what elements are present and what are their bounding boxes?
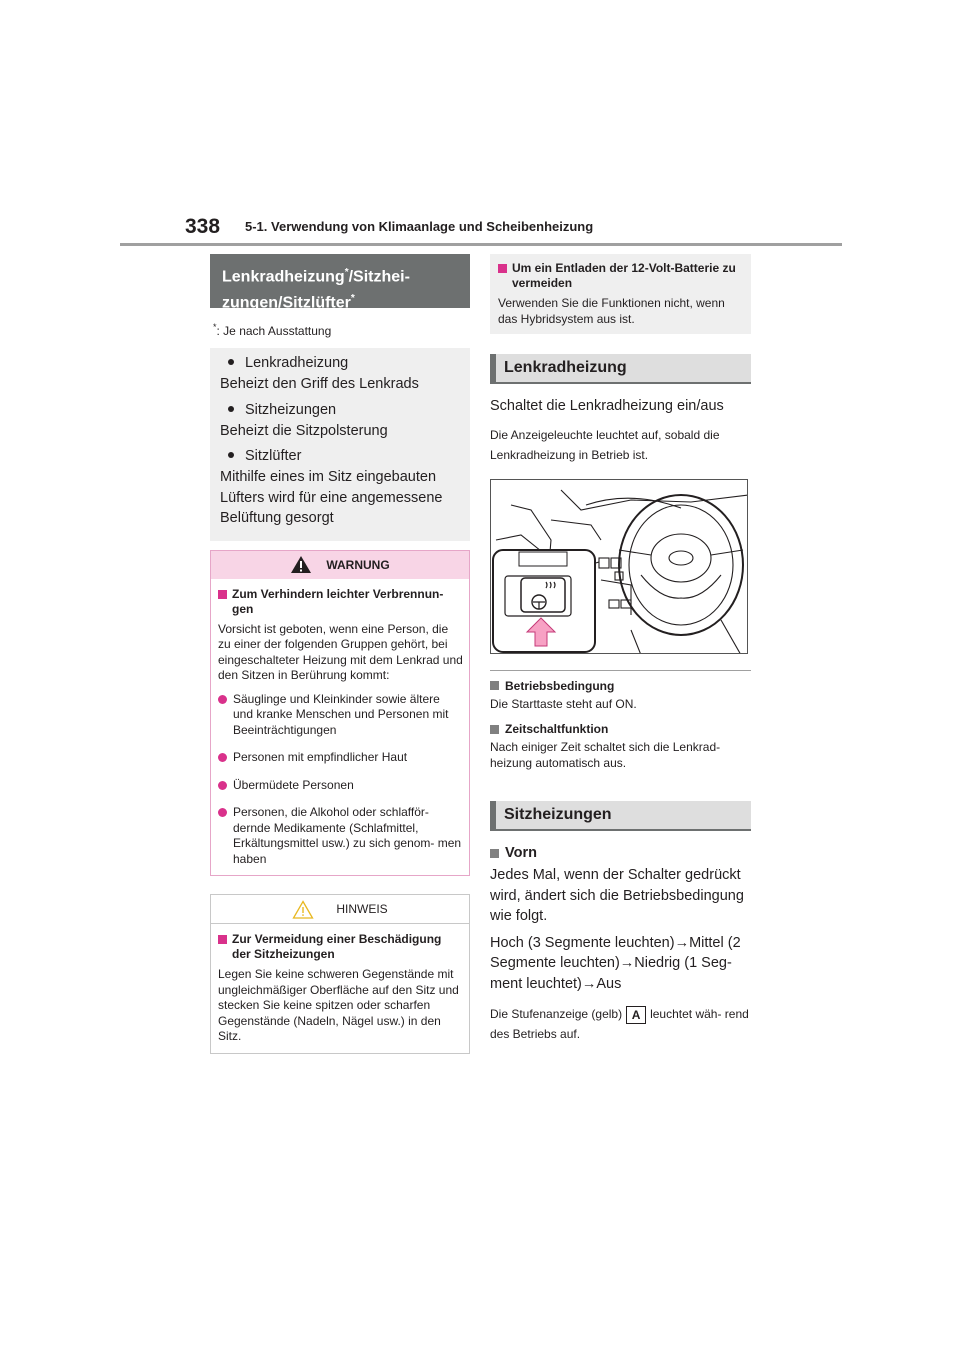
heading-text: Betriebsbedingung (505, 678, 615, 693)
dot-bullet-icon (218, 753, 227, 762)
divider (490, 670, 751, 671)
warning-heading (218, 587, 463, 617)
condition-text: Die Starttaste steht auf ON. (490, 696, 637, 711)
heading-text: Um ein Entladen der 12-Volt-Batterie zu vermeiden (512, 261, 736, 290)
warning-intro: Vorsicht ist geboten, wenn eine Person, die zu einer der folgenden Gruppen gehört, bei eingeschalteter Heizung mit dem Lenkrad und den Sitzen in Berührung kommt: (218, 621, 463, 682)
dot-bullet-icon (218, 781, 227, 790)
square-bullet-icon (490, 681, 499, 690)
indicator-text: leuchtet wäh- rend des Betriebs auf. (490, 1007, 749, 1041)
feature-desc: Mithilfe eines im Sitz eingebauten Lüfters wird für eine angemessene Belüftung gesorgt (220, 469, 443, 526)
heading-text: Zur Vermeidung einer Beschädigung der Sitzheizungen (232, 932, 442, 961)
list-item (220, 352, 460, 374)
steering-note: Die Anzeigeleuchte leuchtet auf, sobald die Lenkradheizung in Betrieb ist. (490, 427, 720, 462)
page-number: 338 (185, 215, 221, 238)
condition-heading (490, 679, 751, 693)
right-column (490, 254, 751, 1044)
callout-badge: A (626, 1006, 646, 1024)
heading-text: Vorn (505, 845, 537, 861)
title-part: /Sitzhei- (348, 268, 410, 286)
front-heading (490, 845, 751, 861)
timer-text: Nach einiger Zeit schaltet sich die Lenkrad- heizung automatisch aus. (490, 740, 721, 770)
indicator-note (490, 1004, 751, 1044)
footnote-mark: * (213, 322, 217, 332)
square-bullet-icon (490, 725, 499, 734)
item-text: Übermüdete Personen (233, 777, 354, 792)
footnote (213, 322, 470, 338)
square-bullet-icon (490, 849, 499, 858)
steering-switch-illustration (490, 479, 748, 654)
section-title-steering: Lenkradheizung (490, 354, 751, 384)
list-item (220, 445, 460, 467)
title-part: zungen/Sitzlüfter (222, 294, 351, 312)
title-star: * (350, 293, 355, 305)
indicator-text: Die Stufenanzeige (gelb) (490, 1007, 623, 1021)
bullet-icon (228, 452, 234, 458)
feature-name: Lenkradheizung (245, 355, 349, 371)
notice-label: HINWEIS (336, 902, 388, 916)
notice-header (211, 895, 469, 924)
list-item (218, 778, 463, 794)
steering-text: Schaltet die Lenkradheizung ein/aus (490, 398, 724, 414)
warning-header (211, 551, 469, 579)
section-title-heating (210, 254, 470, 312)
notice-box (210, 894, 470, 1054)
footnote-text: : Je nach Ausstattung (216, 324, 332, 338)
item-text: Personen mit empfindlicher Haut (233, 750, 408, 764)
title-star: * (344, 267, 349, 278)
feature-list (210, 348, 470, 541)
bullet-icon (228, 359, 234, 365)
dot-bullet-icon (218, 695, 227, 704)
battery-info-box (490, 254, 751, 334)
front-text: Jedes Mal, wenn der Schalter gedrückt wird, ändert sich die Betriebsbedingung wie folgt. (490, 867, 744, 924)
header-rule (120, 243, 842, 246)
notice-heading (218, 932, 463, 962)
battery-text: Verwenden Sie die Funktionen nicht, wenn das Hybridsystem aus ist. (498, 296, 725, 326)
heading-text: Zeitschaltfunktion (505, 722, 609, 736)
left-column (210, 254, 470, 1054)
item-text: Säuglinge und Kleinkinder sowie ältere und kranke Menschen und Personen mit Beeinträchtigungen (233, 691, 449, 737)
caution-triangle-icon (292, 900, 314, 919)
dashboard-drawing (491, 480, 748, 654)
section-title-seats: Sitzheizungen (490, 801, 751, 831)
list-item (220, 399, 460, 421)
list-item (218, 805, 463, 867)
warning-box (210, 550, 470, 877)
item-text: Personen, die Alkohol oder schlafför- dernde Medikamente (Schlafmittel, Erkältungsmittel usw.) zu sich genom- men haben (233, 805, 462, 866)
level-sequence: Hoch (3 Segmente leuchten)→Mittel (2 Segmente leuchten)→Niedrig (1 Seg- ment leuchtet)→Aus (490, 934, 741, 992)
bullet-icon (228, 406, 234, 412)
chapter-title: 5-1. Verwendung von Klimaanlage und Scheibenheizung (245, 219, 594, 234)
square-bullet-icon (218, 935, 227, 944)
heading-text: Zum Verhindern leichter Verbrennun- gen (232, 586, 444, 616)
feature-desc: Beheizt die Sitzpolsterung (220, 422, 388, 439)
dot-bullet-icon (218, 808, 227, 817)
square-bullet-icon (498, 264, 507, 273)
feature-desc: Beheizt den Griff des Lenkrads (220, 376, 419, 392)
title-part: Lenkradheizung (222, 268, 345, 286)
notice-text: Legen Sie keine schweren Gegenstände mit ungleichmäßiger Oberfläche auf den Sitz und stecken Sie keine spitzen oder scharfen Gegenstände (Nadeln, Nägel usw.) in den Sitz. (218, 967, 459, 1043)
feature-name: Sitzlüfter (245, 448, 302, 464)
timer-heading (490, 722, 751, 736)
warning-body (211, 579, 469, 876)
square-bullet-icon (218, 590, 227, 599)
list-item (218, 692, 463, 739)
warning-triangle-icon (290, 555, 312, 574)
list-item (218, 750, 463, 766)
feature-name: Sitzheizungen (245, 401, 337, 418)
notice-body (211, 924, 469, 1053)
warning-label: WARNUNG (326, 557, 390, 572)
battery-heading (498, 261, 743, 291)
